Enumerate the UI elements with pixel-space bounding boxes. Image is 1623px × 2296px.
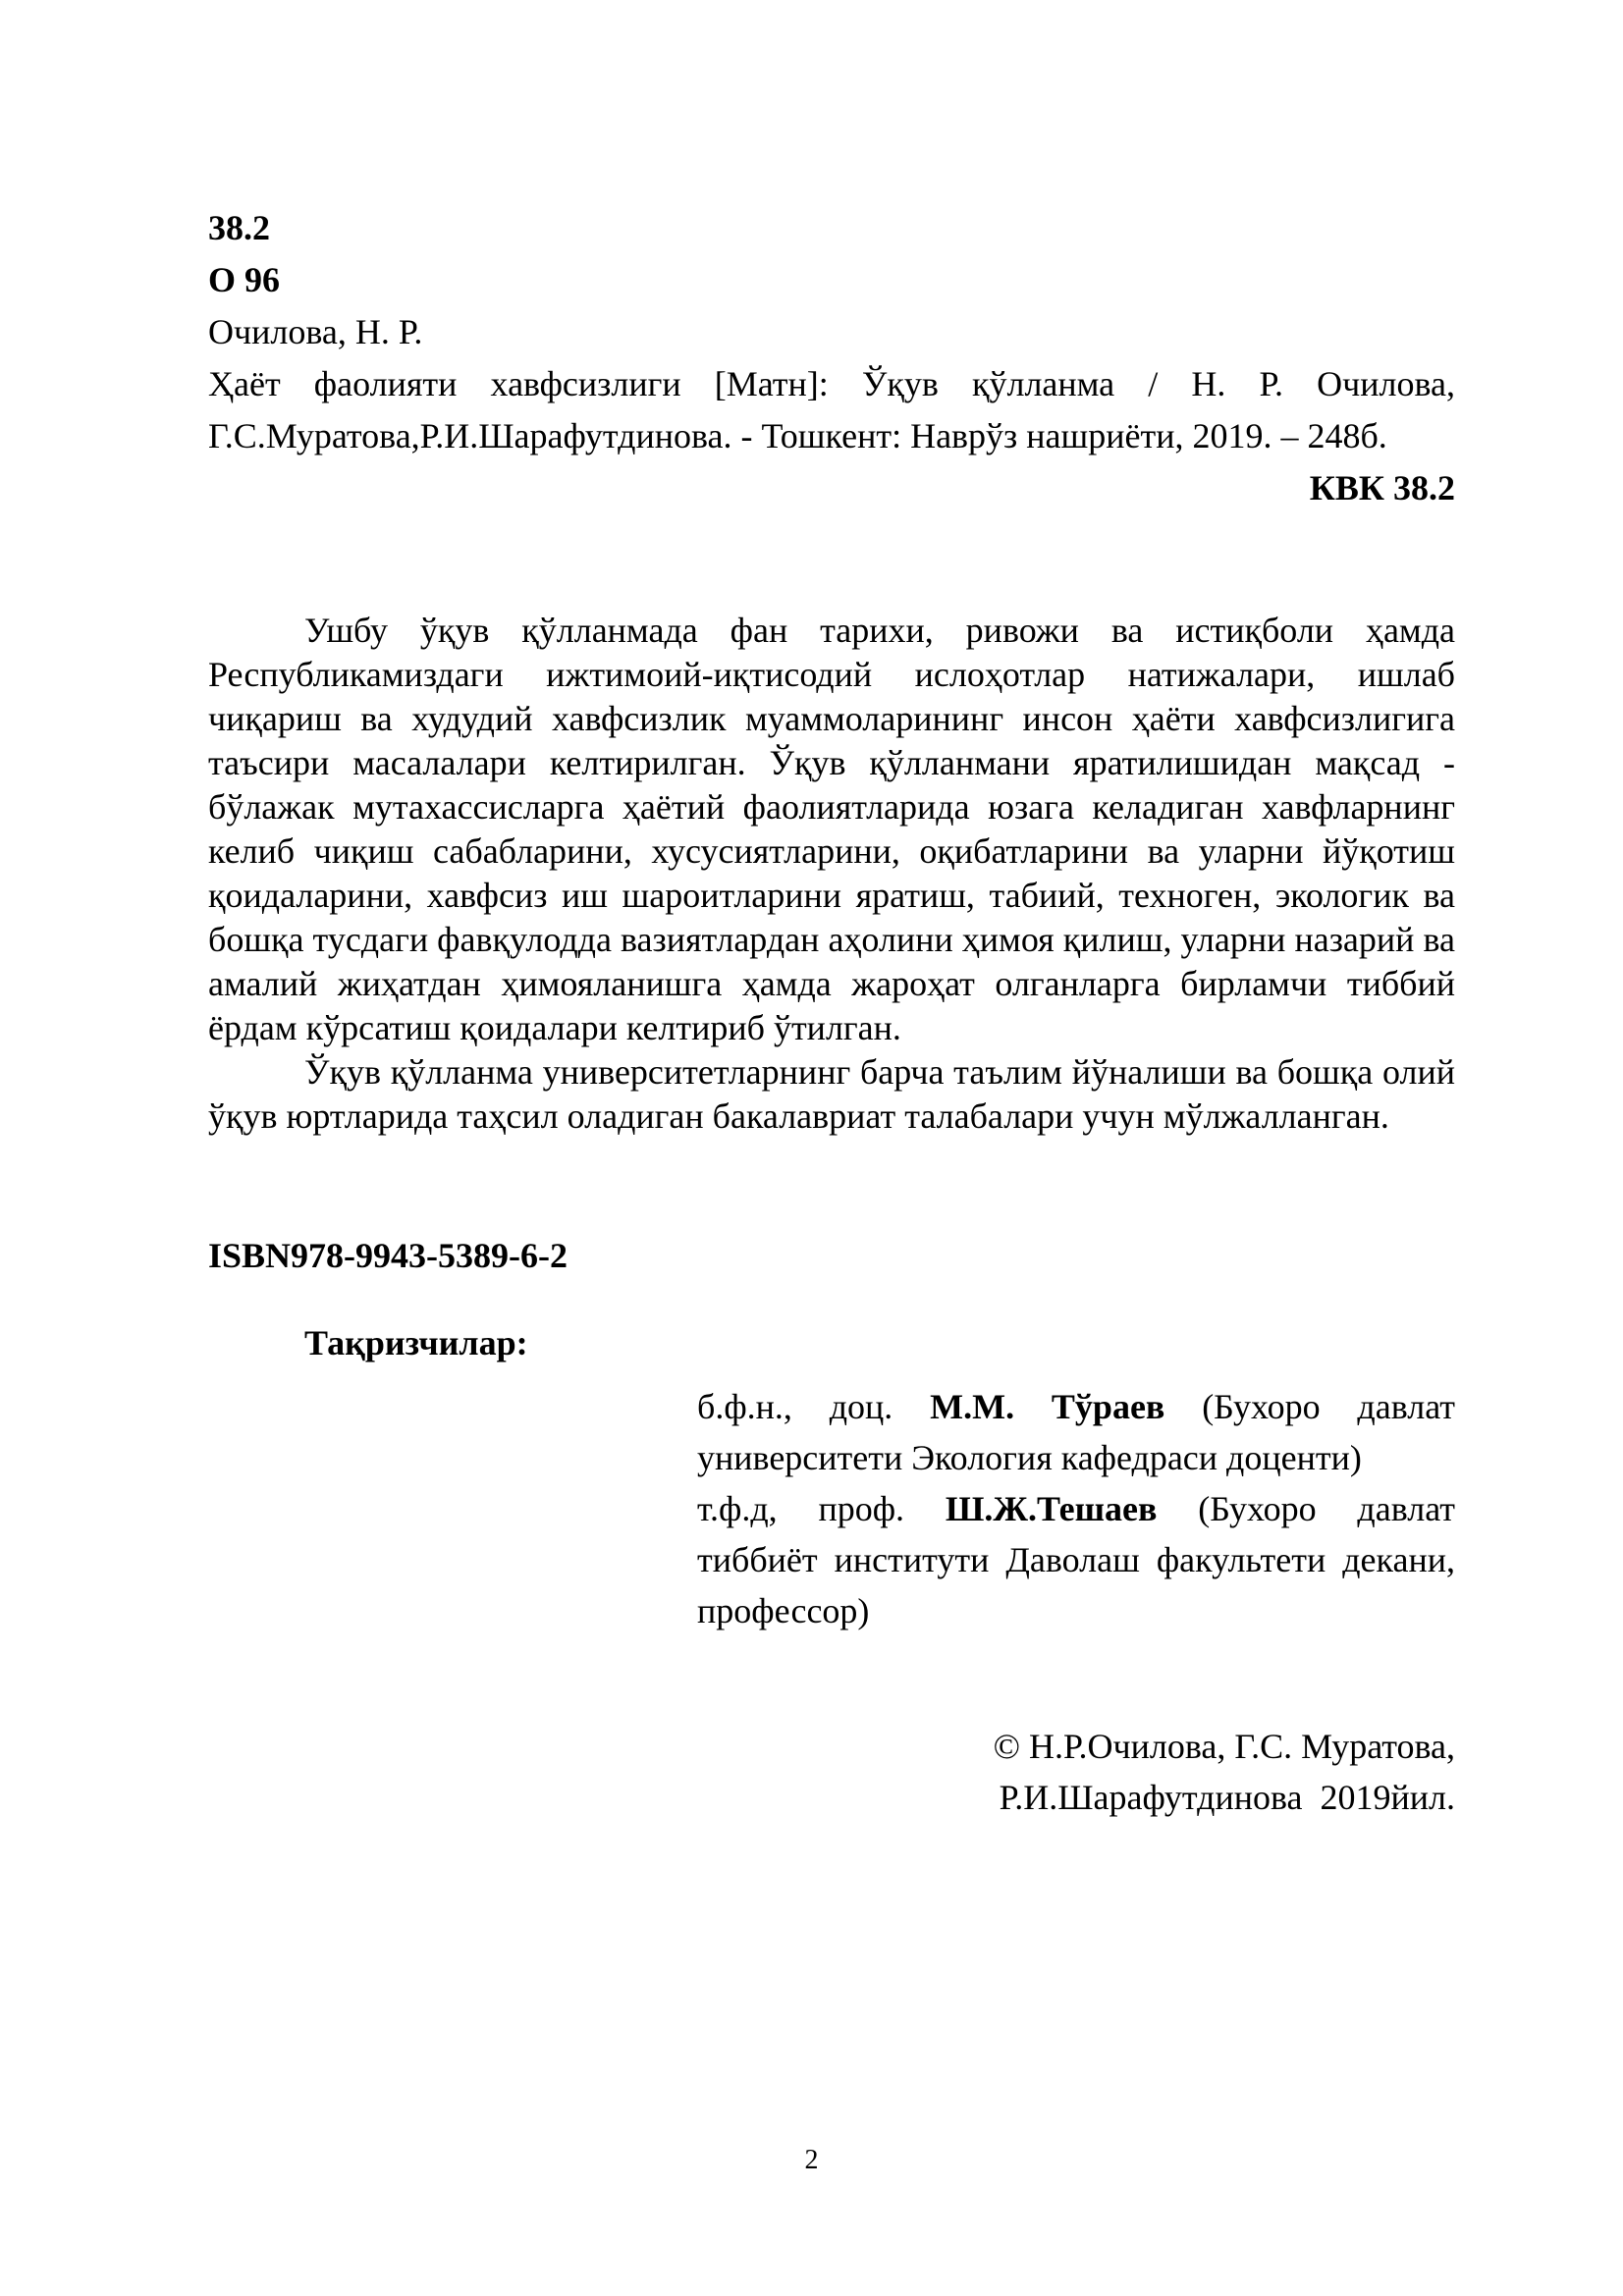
reviewers-list — [697, 1381, 1455, 1636]
copyright-line-1: © Н.Р.Очилова, Г.С. Муратова, — [993, 1727, 1455, 1766]
copyright — [208, 1721, 1455, 1823]
kbk-code: КВК 38.2 — [1309, 468, 1455, 507]
reviewer-2 — [697, 1483, 1455, 1636]
reviewer-2-title: т.ф.д, проф. — [697, 1489, 946, 1528]
author-code: O 96 — [208, 260, 281, 299]
udc-code: 38.2 — [208, 208, 270, 247]
catalog-block — [208, 202, 1455, 514]
reviewer-1-affiliation: (Бухоро давлат университети Экология кафедраси доценти) — [697, 1387, 1455, 1477]
bibliographic-description: Ҳаёт фаолияти хавфсизлиги [Матн]: Ўқув қўлланма / Н. Р. Очилова, Г.С.Муратова,Р.И.Шарафутдинова. - Тошкент: Наврўз нашриёти, 2019. – 248б. — [208, 364, 1455, 455]
annotation — [208, 609, 1455, 1139]
copyright-line-2: Р.И.Шарафутдинова 2019йил. — [999, 1778, 1455, 1817]
reviewers-title: Тақризчилар: — [304, 1323, 528, 1362]
isbn: ISBN978-9943-5389-6-2 — [208, 1236, 568, 1275]
page-number: 2 — [804, 2145, 819, 2175]
reviewer-1-name: М.М. Тўраев — [930, 1387, 1165, 1426]
reviewer-1-title: б.ф.н., доц. — [697, 1387, 931, 1426]
author-name: Очилова, Н. Р. — [208, 312, 423, 351]
reviewer-2-name: Ш.Ж.Тешаев — [945, 1489, 1158, 1528]
page-content — [208, 202, 1455, 1823]
annotation-paragraph-1: Ушбу ўқув қўлланмада фан тарихи, ривожи ва истиқболи ҳамда Республикамиздаги ижтимоий-иқтисодий ислоҳотлар натижалари, ишлаб чиқариш ва худудий хавфсизлик муаммоларининг инсон ҳаёти хавфсизлигига таъсири масалалари келтирилган. Ўқув қўлланмани яратилишидан мақсад - бўлажак мутахассисларга ҳаётий фаолиятларида юзага келадиган хавфларнинг келиб чиқиш сабабларини, хусусиятларини, оқибатларини ва уларни йўқотиш қоидаларини, хавфсиз иш шароитларини яратиш, табиий, техноген, экологик ва бошқа тусдаги фавқулодда вазиятлардан аҳолини ҳимоя қилиш, уларни назарий ва амалий жиҳатдан ҳимояланишга ҳамда жароҳат олганларга бирламчи тиббий ёрдам кўрсатиш қоидалари келтириб ўтилган. — [208, 611, 1455, 1047]
reviewer-1 — [697, 1381, 1455, 1483]
reviewer-2-affiliation: (Бухоро давлат тиббиёт институти Даволаш факультети декани, профессор) — [697, 1489, 1455, 1630]
annotation-paragraph-2: Ўқув қўлланма университетларнинг барча таълим йўналиши ва бошқа олий ўқув юртларида таҳсил оладиган бакалавриат талабалари учун мўлжалланган. — [208, 1052, 1455, 1136]
